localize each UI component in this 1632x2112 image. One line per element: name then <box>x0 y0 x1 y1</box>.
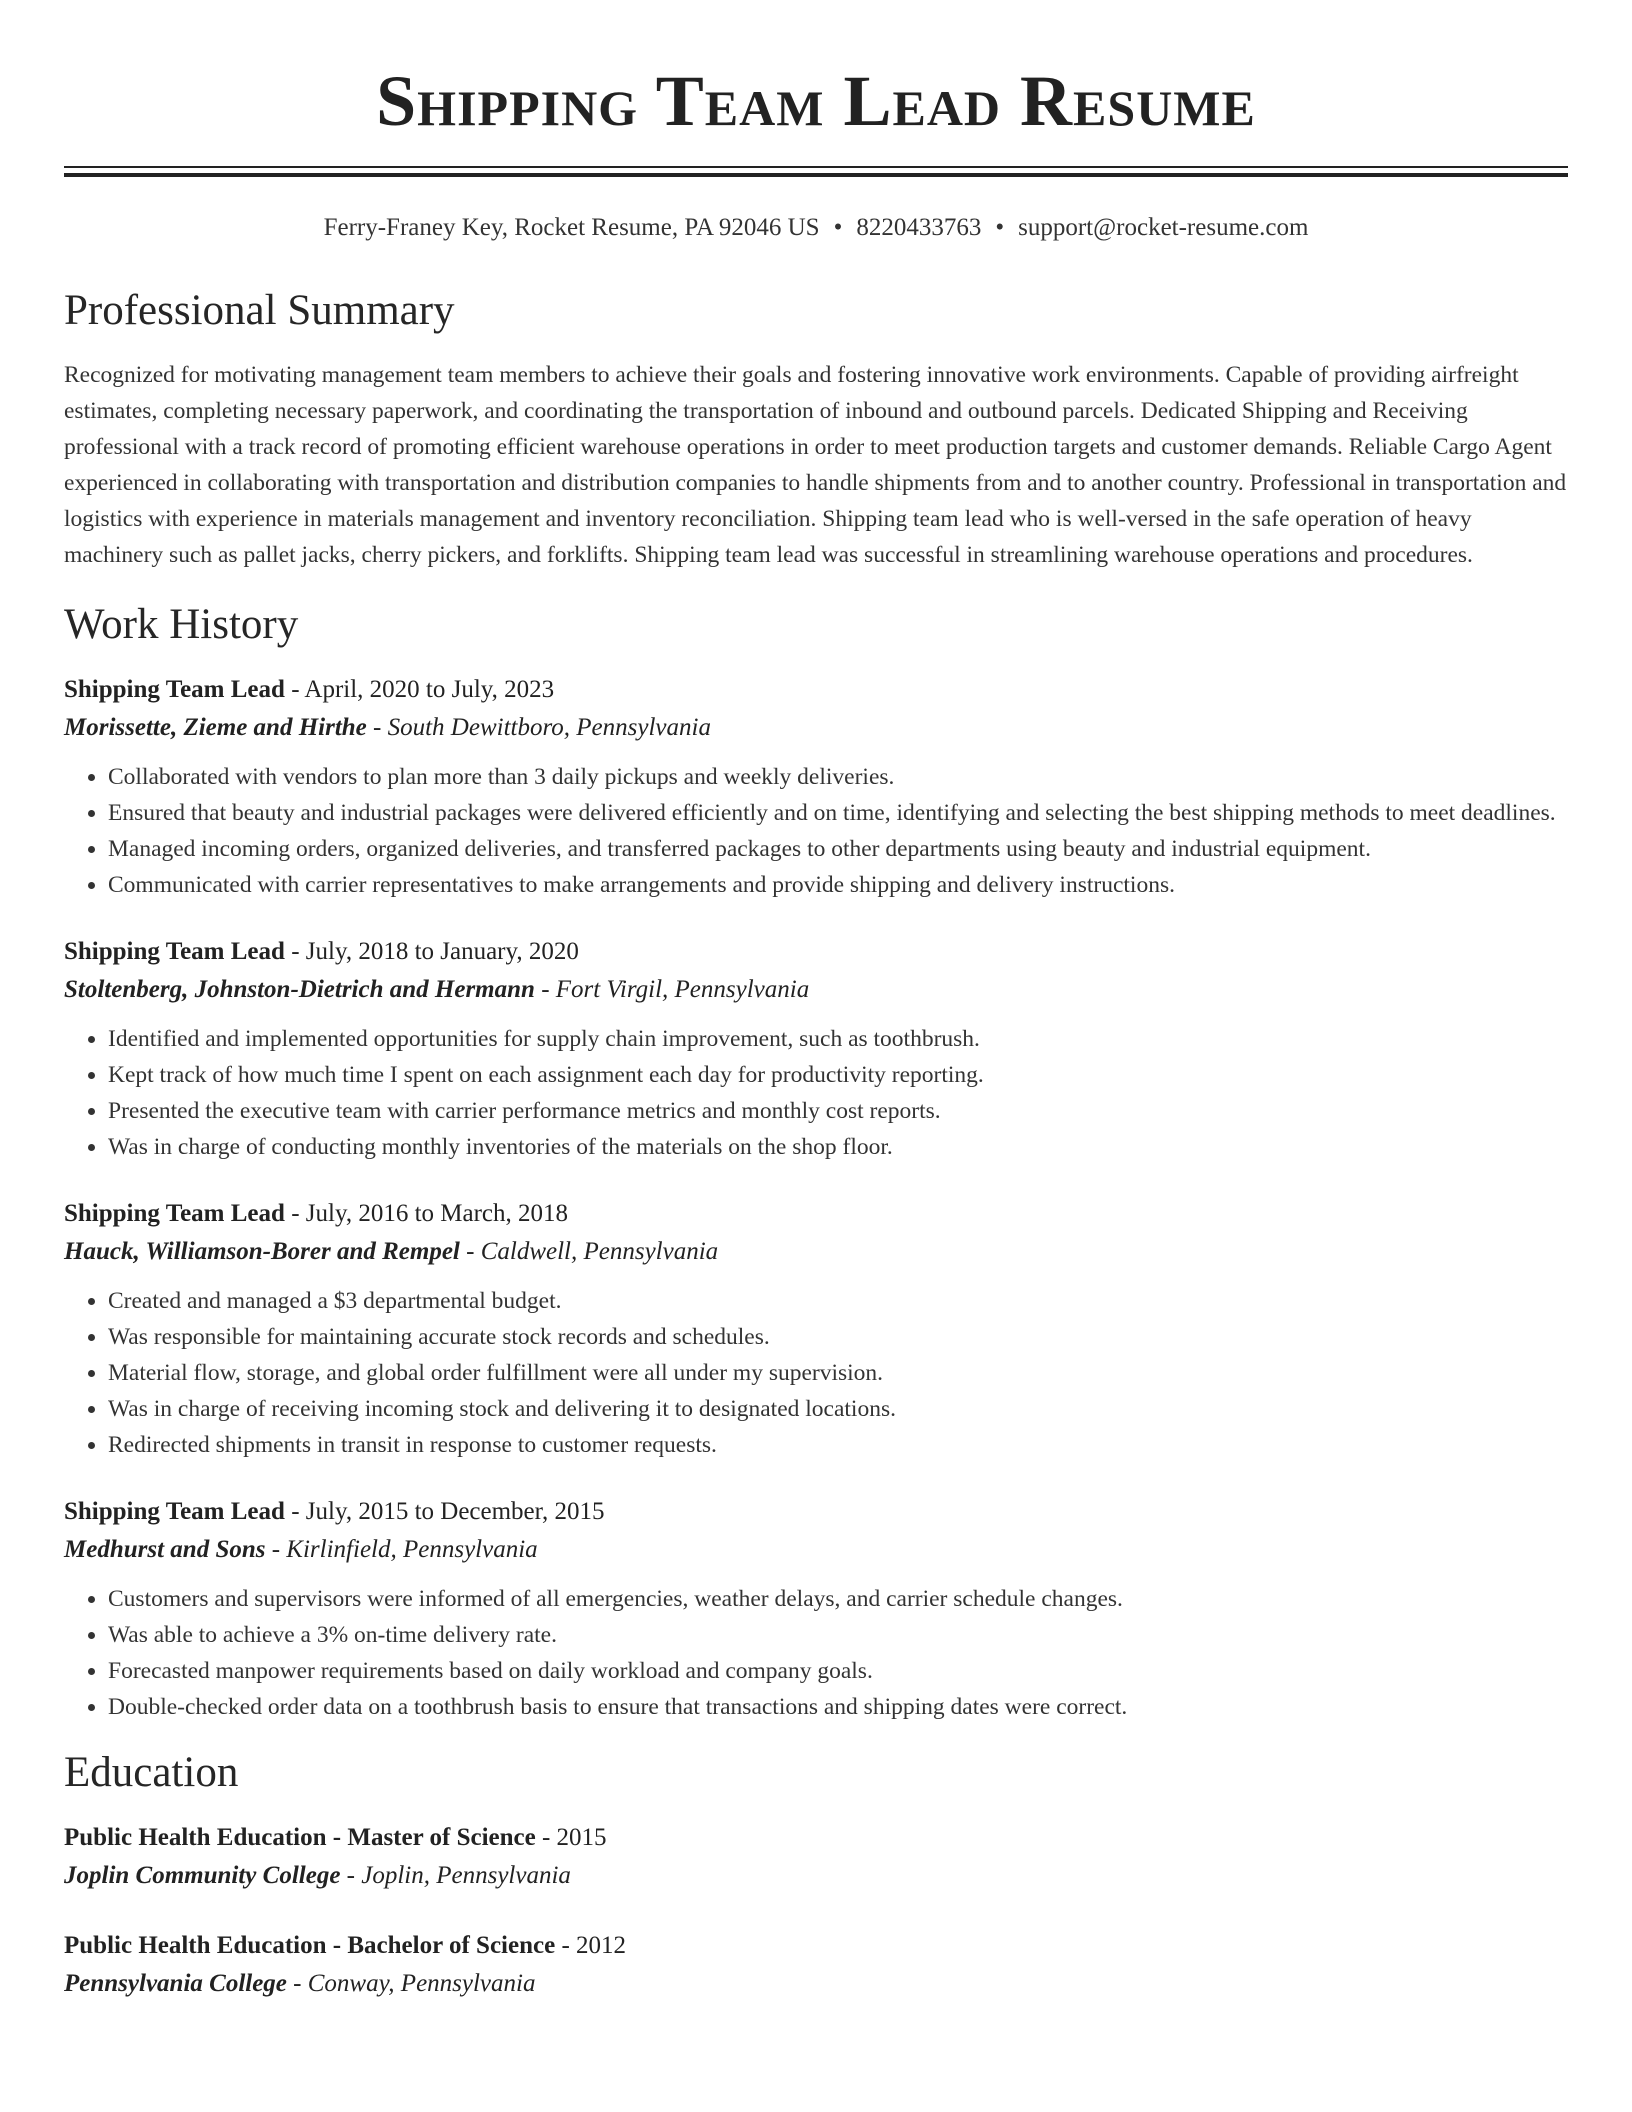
education-school-line <box>64 1857 1568 1895</box>
job-dates: - July, 2015 to December, 2015 <box>284 1498 605 1525</box>
contact-phone: 8220433763 <box>856 214 982 241</box>
job-title: Shipping Team Lead <box>64 1200 285 1227</box>
job-location: - Kirlinfield, Pennsylvania <box>265 1536 538 1563</box>
job-entry <box>64 933 1568 1165</box>
job-header <box>64 1493 1568 1531</box>
job-bullet: • Was in charge of conducting monthly inventories of the materials on the shop floor. <box>108 1129 1568 1165</box>
job-bullets <box>64 1021 1568 1165</box>
job-company: Hauck, Williamson-Borer and Rempel <box>64 1238 460 1265</box>
job-bullet: • Managed incoming orders, organized deliveries, and transferred packages to other departments using beauty and industrial equipment. <box>108 831 1568 867</box>
title-double-rule <box>64 166 1568 177</box>
job-bullet: • Customers and supervisors were informed of all emergencies, weather delays, and carrier schedule changes. <box>108 1581 1568 1617</box>
job-company: Stoltenberg, Johnston-Dietrich and Hermann <box>64 976 535 1003</box>
job-company: Morissette, Zieme and Hirthe <box>64 714 367 741</box>
job-bullet: • Material flow, storage, and global order fulfillment were all under my supervision. <box>108 1355 1568 1391</box>
work-history-heading: Work History <box>64 601 299 648</box>
job-bullet: • Was able to achieve a 3% on-time delivery rate. <box>108 1617 1568 1653</box>
job-location: - South Dewittboro, Pennsylvania <box>366 714 711 741</box>
job-employer <box>64 1233 1568 1271</box>
education-degree: Public Health Education - Bachelor of Science <box>64 1932 556 1959</box>
job-header <box>64 1195 1568 1233</box>
job-company: Medhurst and Sons <box>64 1536 266 1563</box>
job-entry <box>64 1195 1568 1463</box>
job-bullet: • Identified and implemented opportunities for supply chain improvement, such as toothbrush. <box>108 1021 1568 1057</box>
education-location: - Conway, Pennsylvania <box>286 1970 536 1997</box>
job-title: Shipping Team Lead <box>64 1498 285 1525</box>
job-bullet: • Created and managed a $3 departmental budget. <box>108 1283 1568 1319</box>
job-bullet: • Forecasted manpower requirements based on daily workload and company goals. <box>108 1653 1568 1689</box>
job-bullet: • Communicated with carrier representatives to make arrangements and provide shipping and delivery instructions. <box>108 867 1568 903</box>
education-heading: Education <box>64 1749 239 1796</box>
resume-title: Shipping Team Lead Resume <box>376 61 1256 141</box>
education-header <box>64 1819 1568 1857</box>
job-header <box>64 671 1568 709</box>
education-school-line <box>64 1965 1568 2003</box>
contact-address: Ferry-Franey Key, Rocket Resume, PA 92046 US <box>323 214 820 241</box>
education-entry <box>64 1927 1568 2003</box>
education-entry <box>64 1819 1568 1895</box>
job-entry <box>64 671 1568 903</box>
education-school: Pennsylvania College <box>64 1970 287 1997</box>
job-bullet: • Was in charge of receiving incoming stock and delivering it to designated locations. <box>108 1391 1568 1427</box>
job-bullet: • Double-checked order data on a toothbrush basis to ensure that transactions and shipping dates were correct. <box>108 1689 1568 1725</box>
job-employer <box>64 971 1568 1009</box>
contact-line <box>64 211 1568 245</box>
education-year: - 2015 <box>535 1824 607 1851</box>
job-dates: - July, 2018 to January, 2020 <box>284 938 579 965</box>
education-location: - Joplin, Pennsylvania <box>340 1862 571 1889</box>
job-bullets <box>64 759 1568 903</box>
job-bullet: • Redirected shipments in transit in response to customer requests. <box>108 1427 1568 1463</box>
job-employer <box>64 1531 1568 1569</box>
job-header <box>64 933 1568 971</box>
job-bullet: • Collaborated with vendors to plan more than 3 daily pickups and weekly deliveries. <box>108 759 1568 795</box>
summary-text: Recognized for motivating management team members to achieve their goals and fostering innovative work environments. Capable of providing airfreight estimates, completing necessary paperwork, and coordinating the transportation of inbound and outbound parcels. Dedicated Shipping and Receiving professional with a track record of promoting efficient warehouse operations in order to meet production targets and customer demands. Reliable Cargo Agent experienced in collaborating with transportation and distribution companies to handle shipments from and to another country. Professional in transportation and logistics with experience in materials management and inventory reconciliation. Shipping team lead who is well-versed in the safe operation of heavy machinery such as pallet jacks, cherry pickers, and forklifts. Shipping team lead was successful in streamlining warehouse operations and procedures. <box>64 362 1567 568</box>
job-location: - Fort Virgil, Pennsylvania <box>534 976 810 1003</box>
job-bullets <box>64 1581 1568 1725</box>
job-dates: - July, 2016 to March, 2018 <box>284 1200 569 1227</box>
education-header <box>64 1927 1568 1965</box>
job-employer <box>64 709 1568 747</box>
job-bullets <box>64 1283 1568 1463</box>
education-year: - 2012 <box>555 1932 627 1959</box>
job-entry <box>64 1493 1568 1725</box>
contact-separator: • <box>995 214 1005 241</box>
job-bullet: • Kept track of how much time I spent on each assignment each day for productivity reporting. <box>108 1057 1568 1093</box>
education-degree: Public Health Education - Master of Science <box>64 1824 536 1851</box>
job-dates: - April, 2020 to July, 2023 <box>284 676 555 703</box>
summary-heading: Professional Summary <box>64 287 455 334</box>
education-school: Joplin Community College <box>64 1862 341 1889</box>
contact-separator: • <box>833 214 843 241</box>
job-bullet: • Ensured that beauty and industrial packages were delivered efficiently and on time, identifying and selecting the best shipping methods to meet deadlines. <box>108 795 1568 831</box>
job-title: Shipping Team Lead <box>64 676 285 703</box>
job-location: - Caldwell, Pennsylvania <box>459 1238 719 1265</box>
job-title: Shipping Team Lead <box>64 938 285 965</box>
job-bullet: • Was responsible for maintaining accurate stock records and schedules. <box>108 1319 1568 1355</box>
job-bullet: • Presented the executive team with carrier performance metrics and monthly cost reports. <box>108 1093 1568 1129</box>
contact-email[interactable]: support@rocket-resume.com <box>1018 214 1309 241</box>
